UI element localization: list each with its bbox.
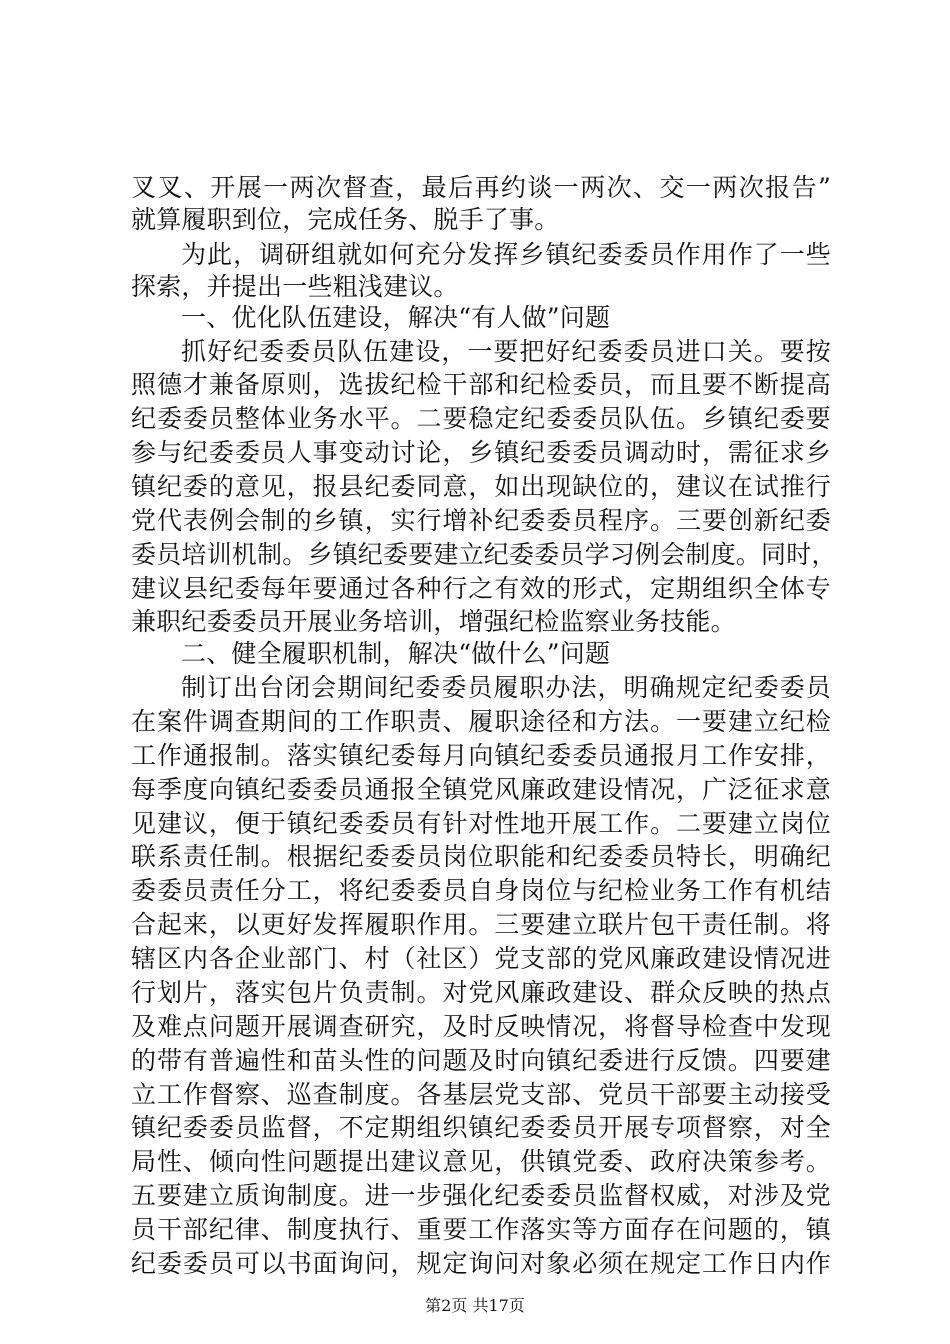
text-line: 联系责任制。根据纪委委员岗位职能和纪委委员特长，明确纪 xyxy=(131,842,831,871)
text-line: 委委员责任分工，将纪委委员自身岗位与纪检业务工作有机结 xyxy=(131,876,831,905)
text-line: 在案件调查期间的工作职责、履职途径和方法。一要建立纪检 xyxy=(131,707,831,736)
text-line: 工作通报制。落实镇纪委每月向镇纪委委员通报月工作安排， xyxy=(131,741,831,770)
text-line: 合起来，以更好发挥履职作用。三要建立联片包干责任制。将 xyxy=(131,910,831,939)
text-line: 党代表例会制的乡镇，实行增补纪委委员程序。三要创新纪委 xyxy=(131,506,831,535)
page-number: 第2页 共17页 xyxy=(425,1296,525,1315)
text-line: 建议县纪委每年要通过各种行之有效的形式，定期组织全体专 xyxy=(131,574,831,603)
text-line: 参与纪委委员人事变动讨论，乡镇纪委委员调动时，需征求乡 xyxy=(131,438,831,467)
text-line: 照德才兼备原则，选拔纪检干部和纪检委员，而且要不断提高 xyxy=(131,370,831,399)
text-line: 的带有普遍性和苗头性的问题及时向镇纪委进行反馈。四要建 xyxy=(131,1046,831,1075)
text-line: 为此，调研组就如何充分发挥乡镇纪委委员作用作了一些 xyxy=(181,240,831,269)
text-line: 镇纪委委员监督，不定期组织镇纪委委员开展专项督察，对全 xyxy=(131,1113,831,1142)
text-line: 镇纪委的意见，报县纪委同意，如出现缺位的，建议在试推行 xyxy=(131,472,831,501)
text-line: 员干部纪律、制度执行、重要工作落实等方面存在问题的，镇 xyxy=(131,1215,831,1244)
text-line: 纪委委员可以书面询问，规定询问对象必须在规定工作日内作 xyxy=(131,1249,831,1278)
text-line: 辖区内各企业部门、村（社区）党支部的党风廉政建设情况进 xyxy=(131,944,831,973)
text-line: 抓好纪委委员队伍建设，一要把好纪委委员进口关。要按 xyxy=(181,337,831,366)
text-line: 五要建立质询制度。进一步强化纪委委员监督权威，对涉及党 xyxy=(131,1181,831,1210)
text-line: 纪委委员整体业务水平。二要稳定纪委委员队伍。乡镇纪委要 xyxy=(131,404,831,433)
text-line: 委员培训机制。乡镇纪委要建立纪委委员学习例会制度。同时， xyxy=(131,540,837,569)
text-line: 每季度向镇纪委委员通报全镇党风廉政建设情况，广泛征求意 xyxy=(131,775,831,804)
text-line: 行划片，落实包片负责制。对党风廉政建设、群众反映的热点 xyxy=(131,978,831,1007)
text-line: 立工作督察、巡查制度。各基层党支部、党员干部要主动接受 xyxy=(131,1080,831,1109)
text-line: 就算履职到位，完成任务、脱手了事。 xyxy=(131,205,560,234)
text-line: 叉叉、开展一两次督查，最后再约谈一两次、交一两次报告” xyxy=(131,173,831,202)
text-line: 探索，并提出一些粗浅建议。 xyxy=(131,272,459,301)
section-heading: 一、优化队伍建设，解决“有人做”问题 xyxy=(181,303,611,332)
text-line: 局性、倾向性问题提出建议意见，供镇党委、政府决策参考。 xyxy=(131,1147,831,1176)
text-line: 见建议，便于镇纪委委员有针对性地开展工作。二要建立岗位 xyxy=(131,809,831,838)
text-line: 制订出台闭会期间纪委委员履职办法，明确规定纪委委员 xyxy=(181,673,831,702)
text-line: 及难点问题开展调查研究，及时反映情况，将督导检查中发现 xyxy=(131,1012,831,1041)
text-line: 兼职纪委委员开展业务培训，增强纪检监察业务技能。 xyxy=(131,607,736,636)
section-heading: 二、健全履职机制，解决“做什么”问题 xyxy=(181,639,611,668)
